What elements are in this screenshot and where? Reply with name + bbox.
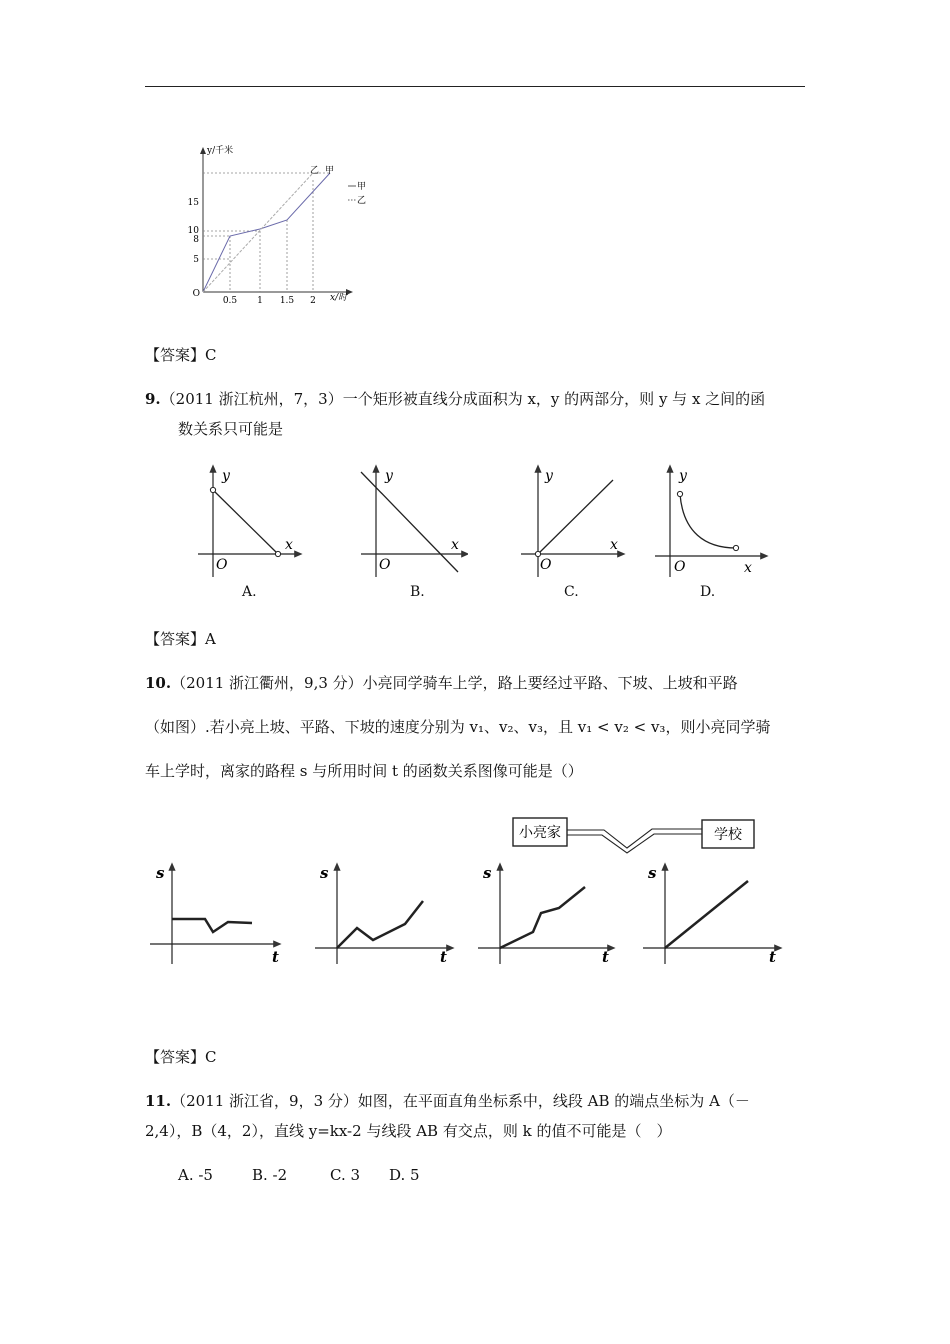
q11-option-c: C. 3 xyxy=(330,1166,361,1184)
y-label: y xyxy=(679,468,687,484)
legend-jia: 甲 xyxy=(357,182,367,192)
origin-label: O xyxy=(540,557,552,573)
x-tick: 1 xyxy=(257,296,263,306)
y-tick: 15 xyxy=(187,198,199,208)
y-label: y xyxy=(222,468,230,484)
q9-option-a: A. xyxy=(242,584,257,600)
legend-yi: 乙 xyxy=(357,196,367,206)
answer-9: 【答案】A xyxy=(145,630,216,648)
q11-line1: 11.（2011 浙江省，9，3 分）如图，在平面直角坐标系中，线段 AB 的端点坐标为 A（－ xyxy=(145,1092,750,1110)
y-tick: 8 xyxy=(193,235,199,245)
s-label: s xyxy=(156,864,165,882)
answer-10: 【答案】C xyxy=(145,1048,217,1066)
s-label: s xyxy=(320,864,329,882)
q9-option-d: D. xyxy=(700,584,716,600)
t-label: t xyxy=(602,948,609,966)
x-label: x xyxy=(744,560,752,576)
q11-option-b: B. -2 xyxy=(252,1166,288,1184)
x-axis-label: x/时 xyxy=(330,293,348,303)
header-rule xyxy=(145,86,805,87)
series-jia xyxy=(203,173,330,292)
q11-option-a: A. -5 xyxy=(178,1166,213,1184)
q9-number: 9. xyxy=(145,390,161,408)
school-label: 学校 xyxy=(714,827,742,843)
x-tick: 0.5 xyxy=(222,296,238,306)
t-label: t xyxy=(440,948,447,966)
origin-label: O xyxy=(216,557,228,573)
x-label: x xyxy=(285,537,293,553)
q9-line2: 数关系只可能是 xyxy=(178,420,284,438)
x-label: x xyxy=(451,537,459,553)
y-tick: 10 xyxy=(187,226,199,236)
q8-distance-time-chart xyxy=(185,140,375,310)
origin-label: O xyxy=(674,559,686,575)
q10-graph-3 xyxy=(478,860,618,970)
y-label: y xyxy=(545,468,553,484)
q10-graph-4 xyxy=(643,860,783,970)
answer-8: 【答案】C xyxy=(145,346,217,364)
y-axis-label: y/千米 xyxy=(207,146,234,156)
origin-label: O xyxy=(379,557,391,573)
q11-number: 11. xyxy=(145,1092,172,1110)
curve-label-jia: 甲 xyxy=(325,166,335,176)
s-label: s xyxy=(648,864,657,882)
q11-line2: 2,4），B（4，2），直线 y=kx-2 与线段 AB 有交点，则 k 的值不可能是（ ） xyxy=(145,1122,672,1140)
q10-line2: （如图）.若小亮上坡、平路、下坡的速度分别为 v₁、v₂、v₃，且 v₁ < v₂ < v₃，则小亮同学骑 xyxy=(145,718,771,736)
q9-graph-c xyxy=(518,462,628,582)
road-diagram xyxy=(512,815,757,857)
origin-label: O xyxy=(192,289,200,299)
q10-line3: 车上学时，离家的路程 s 与所用时间 t 的函数关系图像可能是（） xyxy=(145,762,583,780)
home-label: 小亮家 xyxy=(519,825,561,841)
series-yi xyxy=(203,173,313,292)
q10-graph-1 xyxy=(150,860,290,970)
q9-option-b: B. xyxy=(410,584,425,600)
x-tick: 1.5 xyxy=(279,296,295,306)
q9-graph-a xyxy=(195,462,305,582)
y-tick: 5 xyxy=(193,255,199,265)
x-tick: 2 xyxy=(310,296,316,306)
q9-graph-d xyxy=(655,462,770,582)
t-label: t xyxy=(272,948,279,966)
y-label: y xyxy=(385,468,393,484)
q9-line1: 9.（2011 浙江杭州，7，3）一个矩形被直线分成面积为 x，y 的两部分，则 y 与 x 之间的函 xyxy=(145,390,766,408)
curve-label-yi: 乙 xyxy=(310,166,320,176)
q10-graph-2 xyxy=(315,860,455,970)
s-label: s xyxy=(483,864,492,882)
q10-number: 10. xyxy=(145,674,172,692)
q9-option-c: C. xyxy=(564,584,579,600)
x-label: x xyxy=(610,537,618,553)
t-label: t xyxy=(769,948,776,966)
q9-graph-b xyxy=(358,462,468,582)
q10-line1: 10.（2011 浙江衢州，9,3 分）小亮同学骑车上学，路上要经过平路、下坡、上坡和平路 xyxy=(145,674,738,692)
q11-option-d: D. 5 xyxy=(389,1166,420,1184)
